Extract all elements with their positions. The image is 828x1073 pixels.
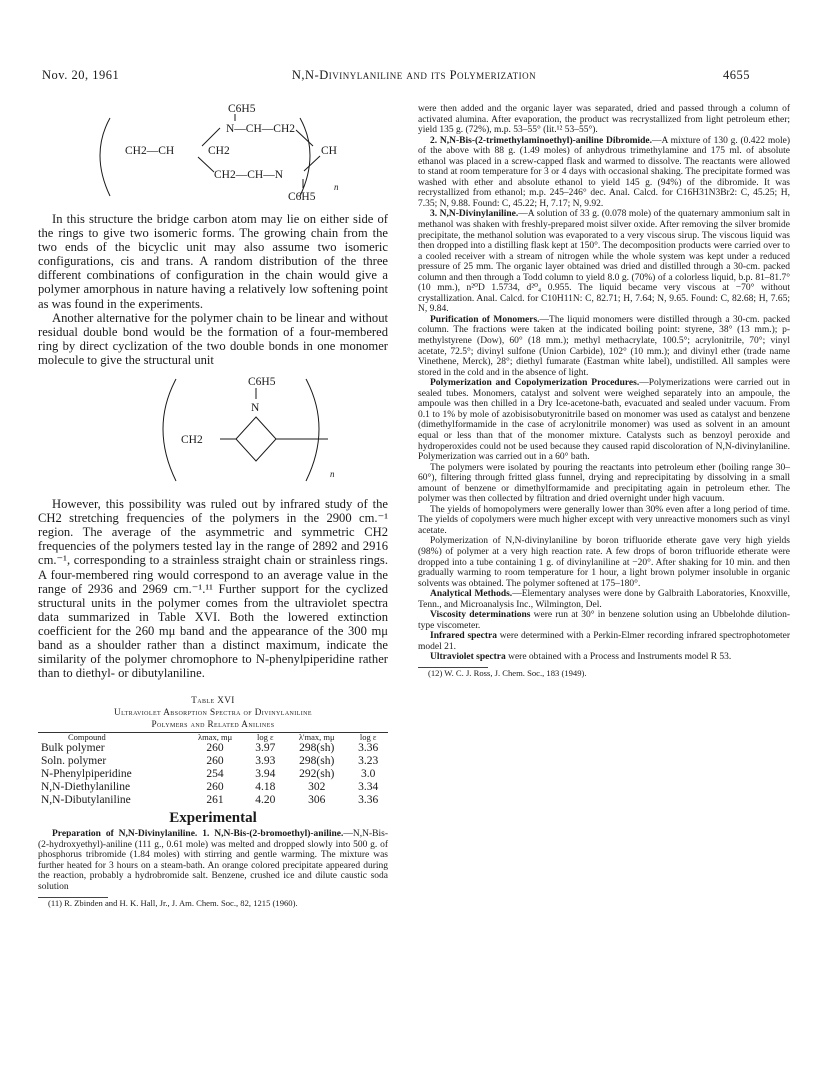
- para-text: —The liquid monomers were distilled through a 30-cm. packed column. The fractions were taken at the indicated boiling point: styrene, 38° (13 mm.); p-methylstyrene (Dow), 60° (18 mm.); methyl methacrylate, 100.5°; acrylonitrile, 70°; vinyl acetate, 72.5°; divinyl sulfone (Union Carbide), 102° (10 mm.); and divinyl ether (trade name Vinethene, Merck), 28°; diethyl fumarate (Eastman white label), undistilled. All samples were stored in the cold and in the absence of light.: [418, 314, 790, 378]
- cell: N,N-Dibutylaniline: [41, 794, 131, 807]
- paragraph-viscosity: [418, 610, 790, 631]
- para-text: were determined with a Perkin-Elmer recording infrared spectrophotometer model 21.: [418, 631, 790, 652]
- s1-ring-top: N—CH—CH2: [226, 123, 296, 135]
- col-log-e: log ε: [257, 732, 274, 743]
- cell: 3.34: [358, 781, 379, 794]
- paragraph-dibromide: [418, 136, 790, 210]
- col-log-e-2: log ε: [359, 732, 377, 743]
- col-lambda-max: λmax, mμ: [197, 732, 233, 743]
- s1-right-ch: CH: [321, 145, 337, 157]
- s1-bridge-ch2: CH2: [208, 145, 230, 157]
- cyclobutane-structure-figure: [38, 373, 388, 493]
- bicyclic-structure-figure: [38, 104, 388, 208]
- uv-spectra-table: [38, 732, 388, 807]
- s2-subscript-n: n: [330, 469, 335, 480]
- table-row: [38, 794, 388, 807]
- cell: 3.0: [360, 768, 376, 781]
- cell: Bulk polymer: [41, 742, 105, 755]
- paragraph-polymerization: [418, 378, 790, 462]
- table-caption-line2: Polymers and Related Anilines: [151, 719, 275, 730]
- preparation-text: —N,N-Bis-(2-hydroxyethyl)-aniline (111 g., 0.61 mole) was melted and dropped slowly into 500 g. of phosphorus tribromide (1.84 moles) with stirring and gentle warming. The mixture was further heated for 3 hours on a steam-bath. An orange colored precipitate appeared during the reaction, probably a hydrobromide salt. Benzene, crushed ice and dilute caustic soda solution: [38, 829, 388, 892]
- footnote-12: (12) W. C. J. Ross, J. Chem. Soc., 183 (1949).: [428, 667, 587, 678]
- cell: 302: [308, 781, 326, 794]
- cell: 261: [206, 794, 224, 807]
- table-xvi-block: [38, 694, 388, 807]
- s2-methylene: CH2: [181, 434, 203, 447]
- running-title: N,N-Divinylaniline and its Polymerization: [291, 68, 537, 82]
- table-row: [38, 742, 388, 755]
- paragraph-ultraviolet: [418, 652, 790, 663]
- cell: 260: [206, 755, 224, 768]
- para-title: Purification of Monomers.: [430, 314, 540, 325]
- cell: N-Phenylpiperidine: [41, 768, 132, 781]
- para-title: Infrared spectra: [430, 631, 497, 642]
- para-text: The yields of homopolymers were generally lower than 30% even after a long period of time. The yields of copolymers were much higher except with very unreactive monomers such as vinyl acetate.: [418, 504, 790, 536]
- cell: 298(sh): [299, 742, 335, 755]
- paragraph-four-membered-ring: Another alternative for the polymer chain to be linear and without residual double bond would be the formation of a four-membered ring by direct cyclization of the two double bonds in one monomer molecule to give the structural unit: [38, 310, 388, 367]
- paragraph-isomer-forms: In this structure the bridge carbon atom may lie on either side of the rings to give two isomeric forms. The growing chain from the two ends of the bicyclic unit may also assume two isomeric configurations, cis and trans. A random distribution of the three different combinations of configuration in the chain would give a polymer amorphous in nature having a relatively low softening point as was found in the experiments.: [38, 212, 388, 311]
- cell: 292(sh): [299, 768, 335, 781]
- paragraph-yields: [418, 505, 790, 537]
- paragraph-boron-trifluoride: [418, 536, 790, 589]
- para-title: Analytical Methods.: [430, 589, 513, 600]
- s2-nitrogen: N: [251, 402, 260, 415]
- s1-top-phenyl: C6H5: [228, 104, 256, 115]
- cell: 298(sh): [299, 755, 335, 768]
- cell: 3.23: [358, 755, 379, 768]
- para-text: —Elementary analyses were done by Galbraith Laboratories, Knoxville, Tenn., and Microanalysis Inc., Wilmington, Del.: [418, 589, 790, 610]
- cell: 260: [206, 742, 224, 755]
- table-label: Table XVI: [191, 695, 235, 706]
- col-compound: Compound: [68, 732, 106, 743]
- table-caption-line1: Ultraviolet Absorption Spectra of Divinylaniline: [114, 707, 312, 718]
- cell: 3.36: [358, 742, 379, 755]
- table-row: [38, 781, 388, 794]
- para-text: were then added and the organic layer was separated, dried and passed through a column of activated alumina. After evaporation, the product was recrystallized from light petroleum ether; yield 135 g. (72%), m.p. 53–55° (lit.¹² 53–55°).: [418, 104, 790, 136]
- paragraph-purification: [418, 315, 790, 378]
- paragraph-infrared-study: However, this possibility was ruled out by infrared study of the CH2 stretching frequencies of the polymers in the 2900 cm.⁻¹ region. The average of the asymmetric and symmetric CH2 frequencies of the polymers tested lay in the range of 2892 and 2916 cm.⁻¹, corresponding to a strainless straight chain or strainless rings. A four-membered ring would correspond to an average value in the range of 2936 and 2969 cm.⁻¹.¹¹ Further support for the cyclized structural units in the polymer comes from the ultraviolet spectra data summarized in Table XVI. Both the lowered extinction coefficient for the 260 mμ band and the appearance of the 300 mμ band as a shoulder rather than a distinct maximum, indicate the similarity of the polymer chromophore to N-phenylpiperidine rather than to diethyl- or dibutylaniline.: [38, 497, 388, 681]
- cell: Soln. polymer: [41, 755, 107, 768]
- paragraph-isolation: [418, 463, 790, 505]
- para-text: The polymers were isolated by pouring the reactants into petroleum ether (boiling range 30–60°), filtering through fritted glass funnel, drying and reprecipitating by dissolving in a small amount of benzene or dimethylformamide and precipitating again in petroleum ether. The polymer was then collected by filtration and dried overnight under high vacuum.: [418, 462, 790, 505]
- cell: 254: [206, 768, 224, 781]
- header-date: Nov. 20, 1961: [42, 68, 120, 82]
- cell: 3.94: [255, 768, 276, 781]
- s2-top-phenyl: C6H5: [248, 376, 276, 389]
- para-text: —A mixture of 130 g. (0.422 mole) of the above with 88 g. (1.49 moles) of anhydrous trimethylamine and 175 ml. of absolute ethanol was placed in a screw-capped flask and warmed to dissolve. The reactants were allowed to stand at room temperature for 3 or 4 days with occasional shaking. The precipitate formed was washed with ether and absolute ethanol to yield 145 g. (94%) of the dibromide. It was recrystallized from ethanol; m.p. 245–246° dec. Anal. Calcd. for C16H31N3Br2: C, 45.25; H, 7.35; N, 9.88. Found: C, 45.22; H, 7.17; N, 9.92.: [418, 135, 790, 209]
- cell: 3.36: [358, 794, 379, 807]
- s1-bottom-phenyl: C6H5: [288, 191, 316, 203]
- para-title: Polymerization and Copolymerization Procedures.: [430, 378, 640, 389]
- cell: 4.18: [255, 781, 276, 794]
- para-text: were obtained with a Process and Instruments model R 53.: [505, 652, 732, 663]
- paragraph-divinylaniline: [418, 209, 790, 314]
- cell: 4.20: [255, 794, 276, 807]
- s1-left-chain: CH2—CH: [125, 145, 175, 157]
- cell: N,N-Diethylaniline: [41, 781, 131, 794]
- right-column: [418, 104, 790, 678]
- para-title: Viscosity determinations: [430, 610, 531, 621]
- paragraph-analytical: [418, 589, 790, 610]
- footnote-11: (11) R. Zbinden and H. K. Hall, Jr., J. Am. Chem. Soc., 82, 1215 (1960).: [48, 897, 298, 908]
- para-text: —A solution of 33 g. (0.078 mole) of the quaternary ammonium salt in methanol was shaken with freshly-prepared moist silver oxide. After removing the silver bromide precipitate, the methanol solution was evaporated to a very viscous sirup. The viscous liquid was then dropped into a distilling flask kept at 150°. The decomposition products were carried over to a cooled receiver with a stream of nitrogen while the whole system was kept under a reduced pressure of 25 mm. The organic layer obtained was dried and distilled through a 30-cm. packed column and then through a Todd column to yield 8.0 g. (70%) of a colorless liquid, b.p. 81–81.7° (10 mm.), n²⁰D 1.5734, d²⁰₄ 0.955. The liquid became very viscous at −70° without crystallization. Anal. Calcd. for C10H11N: C, 82.71; H, 7.64; N, 9.65. Found: C, 82.68; H, 7.65; N, 9.84.: [418, 209, 790, 315]
- para-text: Polymerization of N,N-divinylaniline by boron trifluoride etherate gave very high yields (98%) of polymer at a very high reaction rate. A few drops of boron trifluoride etherate were dropped into a tube containing 1 g. of divinylaniline at −20°. After shaking for 10 min. and then gradually warming to room temperature for 1 hour, a light brown polymer insoluble in organic solvents was obtained. The polymer softened at 175–180°.: [418, 536, 790, 589]
- col-lambda-prime-max: λ'max, mμ: [298, 732, 335, 743]
- table-row: [38, 755, 388, 768]
- paragraph-preparation: [38, 829, 388, 892]
- cell: 3.93: [255, 755, 276, 768]
- cell: 260: [206, 781, 224, 794]
- cell: 306: [308, 794, 326, 807]
- paragraph-infrared: [418, 631, 790, 652]
- para-title: 3. N,N-Divinylaniline.: [430, 209, 519, 220]
- para-text: were run at 30° in benzene solution using an Ubbelohde dilution-type viscometer.: [418, 610, 791, 631]
- s1-subscript-n: n: [334, 182, 339, 192]
- para-text: —Polymerizations were carried out in sealed tubes. Monomers, catalyst and solvent were weighed separately into an ampoule, the ampoule was then chilled in a Dry Ice-acetone-bath, evacuated and sealed under vacuum. From 0.1 to 1% by mole of azobisisobutyronitrile based on monomer was used as catalyst and benzene (dimethylformamide in the case of acrylonitrile monomer) was used as solvent in an amount equal or less than that of the monomer mixture. Catalysts such as benzoyl peroxide and hydroperoxides could not be used because they caused rapid discoloration of N,N-divinylaniline. Polymerization was carried out in a 60° bath.: [418, 378, 790, 463]
- paragraph-workup: [418, 104, 790, 136]
- cell: 3.97: [255, 742, 276, 755]
- left-column: [38, 104, 388, 908]
- preparation-title: Preparation of N,N-Divinylaniline. 1. N,N-Bis-(2-bromoethyl)-aniline.: [52, 829, 344, 840]
- s1-ring-bottom: CH2—CH—N: [214, 169, 284, 181]
- experimental-heading: Experimental: [169, 810, 257, 827]
- para-title: 2. N,N-Bis-(2-trimethylaminoethyl)-aniline Dibromide.: [430, 135, 652, 146]
- table-row: [38, 768, 388, 781]
- para-title: Ultraviolet spectra: [430, 652, 506, 663]
- page-number: 4655: [723, 68, 750, 82]
